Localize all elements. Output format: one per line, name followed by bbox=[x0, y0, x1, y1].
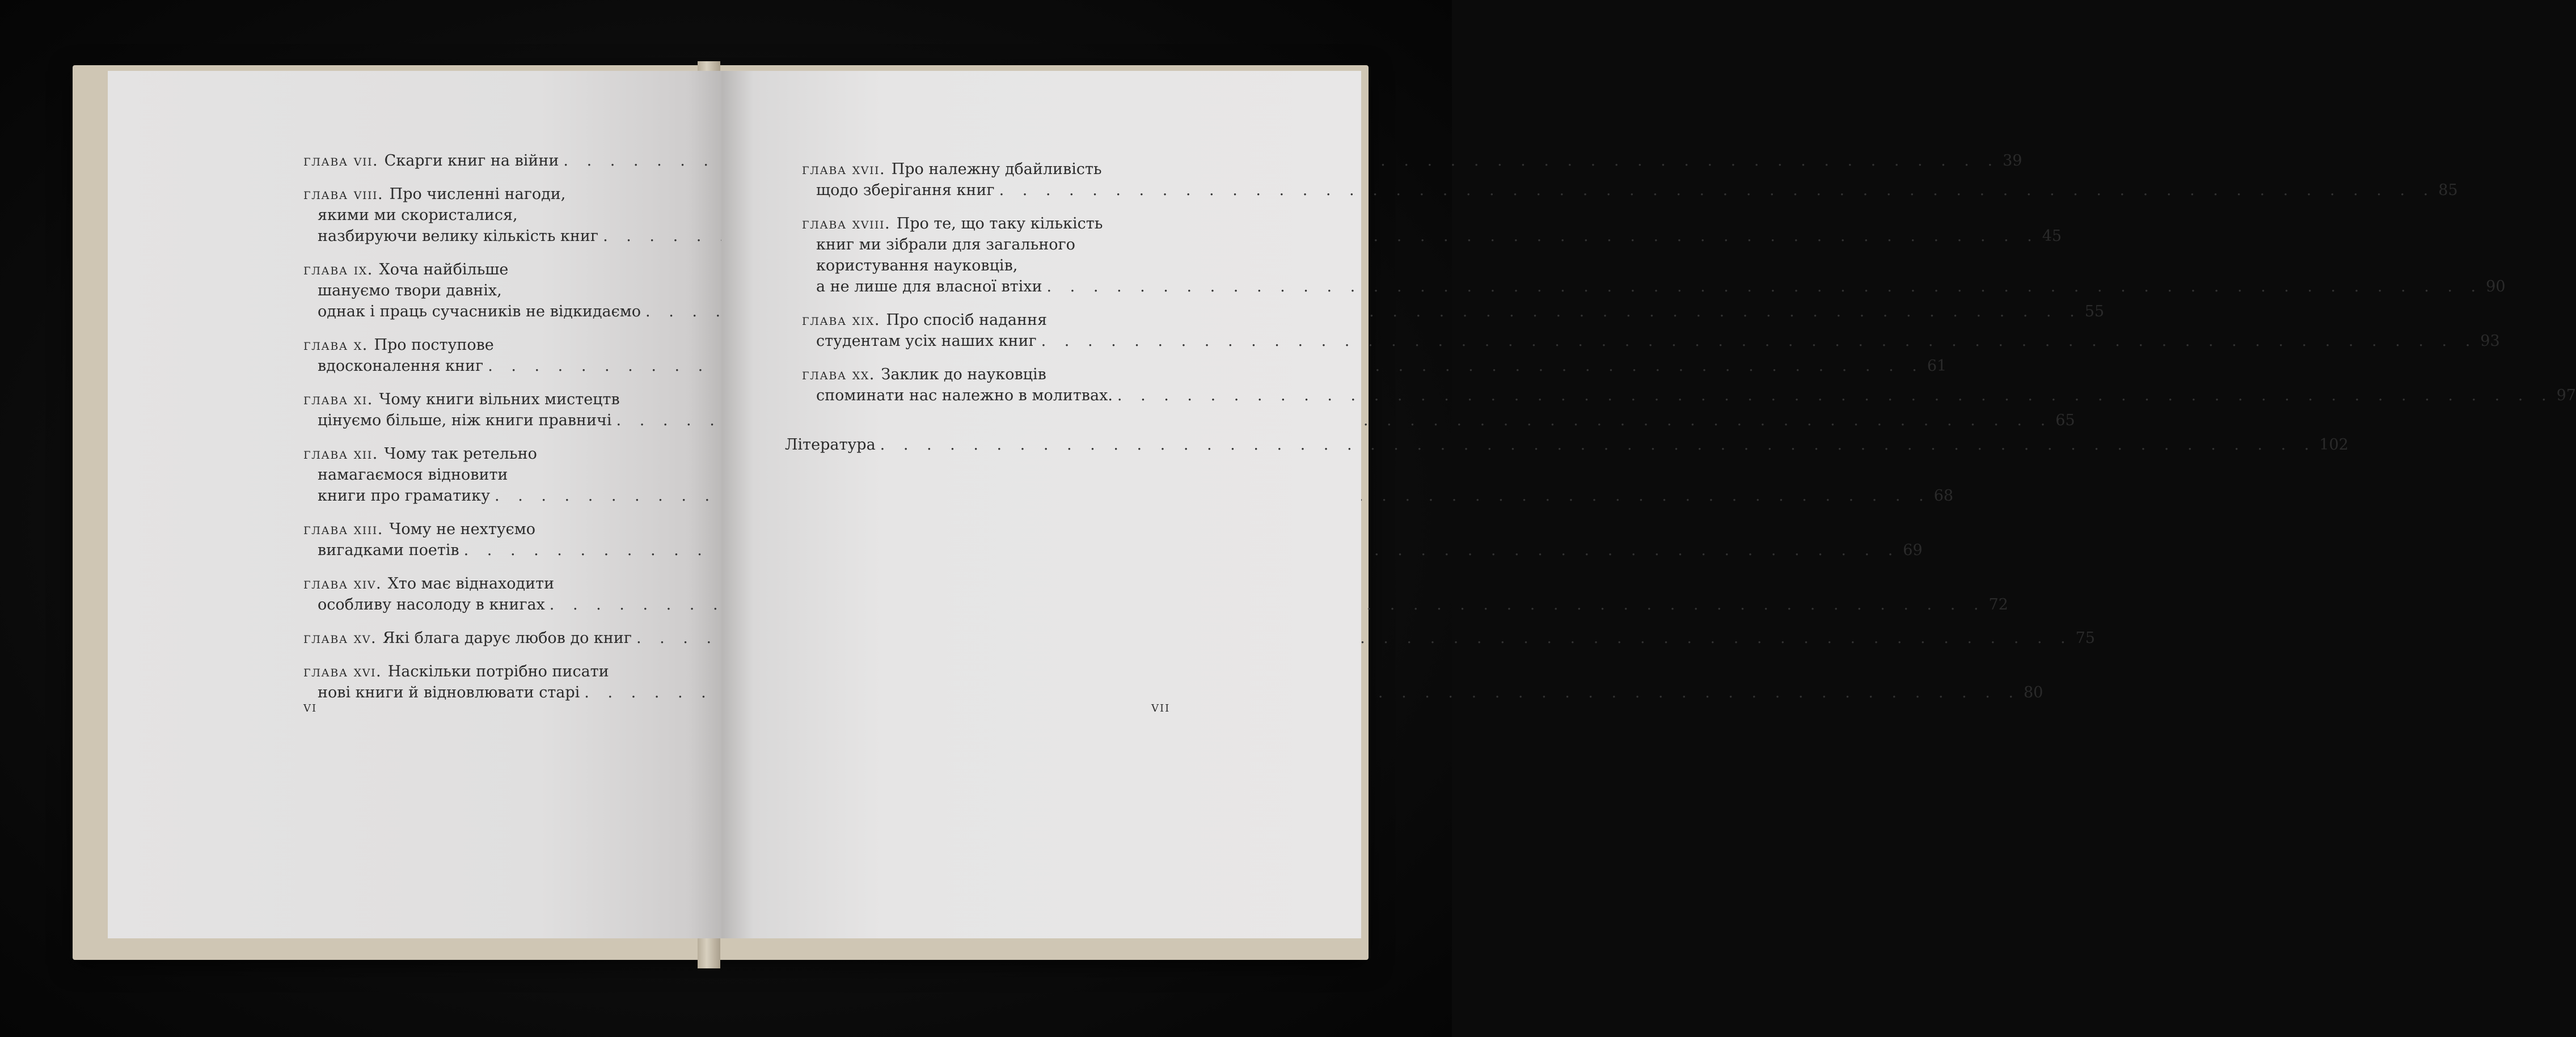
toc-line bbox=[802, 213, 1273, 234]
page-number: 68 bbox=[1933, 487, 1954, 505]
chapter-label: глава x. bbox=[303, 336, 368, 354]
chapter-title-line: Про те, що таку кількість bbox=[896, 215, 1103, 232]
toc-line bbox=[303, 410, 2075, 431]
chapter-title-line: а не лише для власної втіхи bbox=[816, 278, 1042, 295]
page-number: 97 bbox=[2556, 387, 2576, 404]
chapter-title-line: однак і праць сучасників не відкидаємо bbox=[318, 303, 641, 320]
toc-line bbox=[303, 628, 2095, 649]
chapter-label: глава ix. bbox=[303, 261, 373, 278]
chapter-title-line: Хто має віднаходити bbox=[387, 575, 555, 592]
chapter-title-line: книг ми зібрали для загального bbox=[816, 236, 1075, 253]
chapter-title-line: нові книги й відновлювати старі bbox=[318, 684, 580, 701]
chapter-label: глава xx. bbox=[802, 366, 875, 383]
leader-dots bbox=[876, 434, 2316, 455]
chapter-title-line: Хоча найбільше bbox=[379, 261, 509, 278]
page-folio: vi bbox=[303, 699, 318, 716]
chapter-label: глава xv. bbox=[303, 629, 377, 647]
page-number: 72 bbox=[1988, 596, 2008, 613]
chapter-title-line: Заклик до науковців bbox=[881, 366, 1046, 383]
leader-dots bbox=[995, 180, 2435, 201]
chapter-title-line: Про спосіб надання bbox=[886, 311, 1047, 329]
toc-line bbox=[802, 159, 1273, 180]
chapter-title-line: вдосконалення книг bbox=[318, 357, 484, 375]
toc-line bbox=[303, 540, 1923, 561]
chapter-title-line: цінуємо більше, ніж книги правничі bbox=[318, 412, 612, 429]
toc-line bbox=[802, 255, 1273, 276]
chapter-title-line: назбируючи велику кількість книг bbox=[318, 227, 599, 245]
toc-line bbox=[303, 205, 791, 226]
toc-entry bbox=[303, 519, 1923, 561]
chapter-title-line: якими ми скористалися, bbox=[318, 206, 518, 224]
chapter-title-line: Чому так ретельно bbox=[384, 445, 537, 463]
chapter-title-line: споминати нас належно в молитвах. bbox=[816, 387, 1113, 404]
literature-title: Література bbox=[785, 436, 876, 454]
page-number: 75 bbox=[2075, 629, 2095, 647]
toc-line bbox=[303, 443, 791, 464]
chapter-label: глава xi. bbox=[303, 391, 373, 408]
toc-line bbox=[303, 682, 2043, 703]
chapter-title-line: Наскільки потрібно писати bbox=[387, 663, 609, 680]
toc-line bbox=[303, 280, 791, 301]
chapter-title-line: Про належну дбайливість bbox=[891, 160, 1102, 178]
toc-line bbox=[303, 259, 791, 280]
toc-entry bbox=[303, 661, 2043, 703]
page-number: 39 bbox=[2003, 152, 2022, 170]
chapter-label: глава xvii. bbox=[802, 160, 886, 178]
chapter-title-line: Чому не нехтуємо bbox=[389, 520, 536, 538]
chapter-label: глава viii. bbox=[303, 185, 384, 203]
toc-line bbox=[303, 335, 791, 355]
toc-line bbox=[303, 389, 791, 410]
page-number: 90 bbox=[2486, 278, 2506, 295]
page-number: 93 bbox=[2480, 332, 2500, 350]
page-number: 80 bbox=[2023, 684, 2043, 701]
toc-line bbox=[802, 331, 2500, 352]
chapter-label: глава xiii. bbox=[303, 520, 383, 538]
chapter-title-line: Скарги книг на війни bbox=[384, 152, 559, 170]
chapter-title-line: книги про граматику bbox=[318, 487, 491, 505]
toc-entry bbox=[303, 628, 2095, 649]
chapter-title-line: шануємо твори давніх, bbox=[318, 282, 502, 299]
leader-dots bbox=[1113, 385, 2553, 406]
page-folio: vii bbox=[1151, 699, 1171, 716]
chapter-label: глава xix. bbox=[802, 311, 880, 329]
page-number: 69 bbox=[1903, 541, 1923, 559]
toc-line bbox=[802, 180, 2458, 201]
page-number: 102 bbox=[2319, 436, 2349, 454]
toc-line bbox=[303, 573, 791, 594]
chapter-label: глава xiv. bbox=[303, 575, 382, 592]
chapter-title-line: особливу насолоду в книгах bbox=[318, 596, 545, 613]
chapter-title-line: користування науковців, bbox=[816, 257, 1018, 274]
toc-line bbox=[303, 464, 791, 485]
toc-line bbox=[303, 485, 1954, 506]
page-number: 45 bbox=[2042, 227, 2062, 245]
chapter-title-line: намагаємося відновити bbox=[318, 466, 508, 484]
chapter-title-line: Які блага дарує любов до книг bbox=[382, 629, 632, 647]
page-number: 85 bbox=[2438, 181, 2458, 199]
leader-dots bbox=[1037, 331, 2477, 352]
toc-entry bbox=[303, 573, 2008, 615]
toc-line bbox=[802, 385, 2576, 406]
toc-line bbox=[303, 661, 791, 682]
chapter-title-line: Про численні нагоди, bbox=[389, 185, 566, 203]
toc-line bbox=[303, 519, 791, 540]
page-number: 55 bbox=[2084, 303, 2105, 320]
chapter-title-line: Чому книги вільних мистецтв bbox=[379, 391, 620, 408]
leader-dots bbox=[1042, 276, 2482, 297]
chapter-label: глава xii. bbox=[303, 445, 378, 463]
chapter-title-line: Про поступове bbox=[374, 336, 494, 354]
chapter-title-line: щодо зберігання книг bbox=[816, 181, 995, 199]
toc-line bbox=[802, 276, 2506, 297]
chapter-label: глава xviii. bbox=[802, 215, 891, 232]
toc-line bbox=[802, 234, 1273, 255]
chapter-title-line: вигадками поетів bbox=[318, 541, 459, 559]
toc-line bbox=[802, 310, 1273, 331]
page-number: 65 bbox=[2055, 412, 2075, 429]
toc-line bbox=[802, 364, 1273, 385]
chapter-title-line: студентам усіх наших книг bbox=[816, 332, 1037, 350]
toc-line bbox=[303, 594, 2008, 615]
chapter-label: глава vii. bbox=[303, 152, 379, 170]
toc-line bbox=[303, 184, 791, 205]
page-number: 61 bbox=[1927, 357, 1947, 375]
chapter-label: глава xvi. bbox=[303, 663, 382, 680]
literature-entry bbox=[785, 434, 2349, 455]
